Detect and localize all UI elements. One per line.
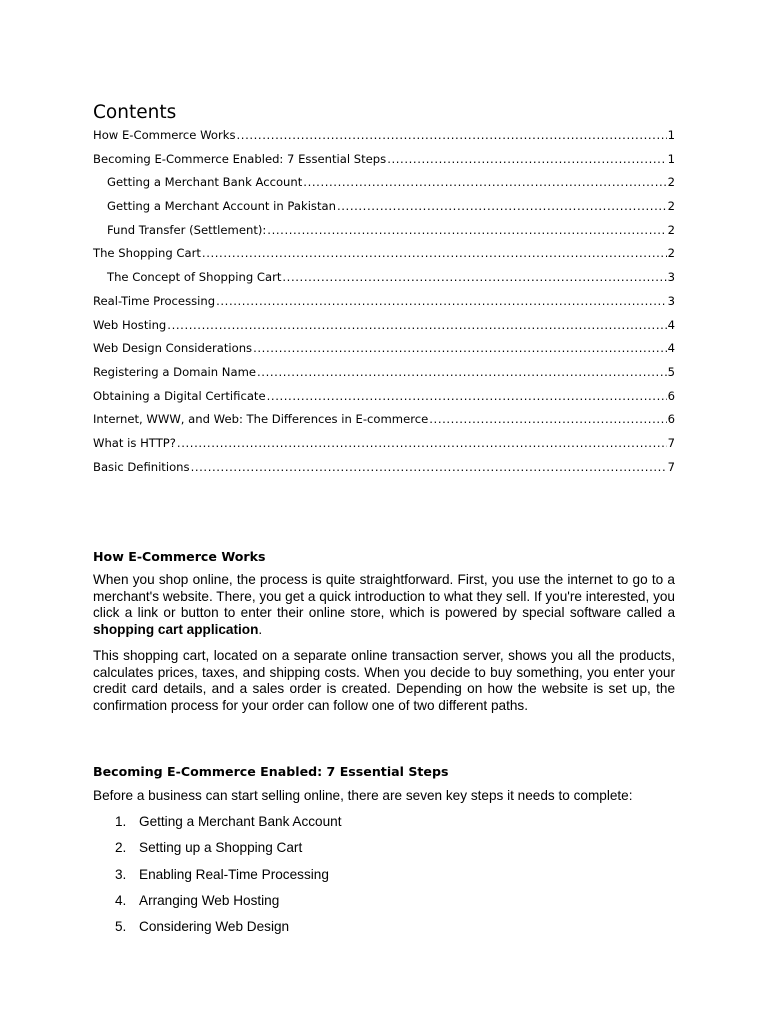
toc-entry-page: 7 bbox=[667, 459, 675, 474]
section-heading-essential-steps: Becoming E-Commerce Enabled: 7 Essential Steps bbox=[93, 764, 449, 779]
toc-entry-page: 4 bbox=[667, 317, 675, 332]
toc-entry-merchant-account-pakistan[interactable] bbox=[93, 198, 675, 222]
toc-dot-leader bbox=[191, 459, 667, 475]
toc-dot-leader bbox=[202, 245, 667, 261]
table-of-contents bbox=[93, 127, 675, 482]
toc-entry-title: Internet, WWW, and Web: The Differences in E-commerce bbox=[93, 412, 429, 427]
list-item-text: Considering Web Design bbox=[139, 919, 290, 935]
toc-dot-leader bbox=[267, 222, 666, 238]
toc-dot-leader bbox=[303, 174, 666, 190]
list-item-number: 2. bbox=[115, 840, 127, 856]
toc-entry-page: 2 bbox=[667, 175, 675, 190]
toc-heading: Contents bbox=[93, 102, 177, 123]
list-item-number: 5. bbox=[115, 919, 127, 935]
toc-dot-leader bbox=[429, 411, 666, 427]
toc-dot-leader bbox=[237, 127, 667, 143]
toc-entry-digital-certificate[interactable] bbox=[93, 388, 675, 412]
toc-entry-page: 6 bbox=[667, 388, 675, 403]
toc-entry-page: 7 bbox=[667, 435, 675, 450]
list-item-text: Setting up a Shopping Cart bbox=[139, 840, 303, 856]
toc-entry-page: 2 bbox=[667, 222, 675, 237]
list-item-number: 3. bbox=[115, 866, 127, 882]
toc-entry-title: What is HTTP? bbox=[93, 435, 176, 450]
toc-entry-title: Getting a Merchant Bank Account bbox=[107, 175, 303, 190]
bold-term-shopping-cart-application: shopping cart application bbox=[93, 622, 259, 638]
list-item-text: Getting a Merchant Bank Account bbox=[139, 814, 342, 829]
toc-dot-leader bbox=[167, 317, 666, 333]
toc-entry-becoming-ecommerce-enabled[interactable] bbox=[93, 151, 675, 175]
list-item bbox=[93, 891, 493, 917]
list-item-text: Enabling Real-Time Processing bbox=[139, 866, 329, 882]
list-item bbox=[93, 917, 493, 943]
toc-entry-fund-transfer[interactable] bbox=[93, 222, 675, 246]
toc-entry-title: Web Design Considerations bbox=[93, 341, 253, 356]
paragraph-text: When you shop online, the process is quite straightforward. First, you use the internet to go to a merchant's website. There, you get a quick introduction to what they sell. If you're interested, you click a link or button to enter their online store, which is powered by special software called a bbox=[93, 572, 675, 621]
toc-dot-leader bbox=[177, 435, 667, 451]
paragraph-shopping-process bbox=[93, 572, 675, 639]
toc-entry-web-design[interactable] bbox=[93, 340, 675, 364]
toc-entry-page: 5 bbox=[667, 364, 675, 379]
toc-entry-title: Real-Time Processing bbox=[93, 293, 216, 308]
toc-entry-page: 6 bbox=[667, 412, 675, 427]
toc-dot-leader bbox=[267, 388, 667, 404]
list-item bbox=[93, 812, 493, 838]
toc-entry-title: Web Hosting bbox=[93, 317, 167, 332]
toc-entry-internet-www-web[interactable] bbox=[93, 411, 675, 435]
list-item-number: 4. bbox=[115, 892, 127, 908]
toc-entry-page: 4 bbox=[667, 341, 675, 356]
toc-entry-title: The Concept of Shopping Cart bbox=[107, 270, 282, 285]
toc-entry-merchant-bank-account[interactable] bbox=[93, 174, 675, 198]
toc-dot-leader bbox=[387, 151, 666, 167]
paragraph-steps-intro: Before a business can start selling online, there are seven key steps it needs to complete: bbox=[93, 788, 633, 803]
toc-entry-page: 2 bbox=[667, 199, 675, 214]
toc-dot-leader bbox=[257, 364, 667, 380]
toc-entry-page: 1 bbox=[667, 151, 675, 166]
toc-dot-leader bbox=[337, 198, 667, 214]
toc-dot-leader bbox=[282, 269, 666, 285]
essential-steps-list bbox=[93, 812, 493, 943]
toc-entry-real-time-processing[interactable] bbox=[93, 293, 675, 317]
toc-entry-title: Fund Transfer (Settlement): bbox=[107, 222, 267, 237]
toc-entry-what-is-http[interactable] bbox=[93, 435, 675, 459]
toc-entry-page: 2 bbox=[667, 246, 675, 261]
toc-entry-basic-definitions[interactable] bbox=[93, 459, 675, 483]
toc-entry-title: Becoming E-Commerce Enabled: 7 Essential Steps bbox=[93, 151, 387, 166]
list-item-number: 1. bbox=[115, 814, 127, 829]
toc-entry-page: 3 bbox=[667, 270, 675, 285]
list-item bbox=[93, 838, 493, 864]
toc-dot-leader bbox=[216, 293, 667, 309]
toc-dot-leader bbox=[253, 340, 667, 356]
toc-entry-page: 3 bbox=[667, 293, 675, 308]
toc-entry-shopping-cart[interactable] bbox=[93, 245, 675, 269]
list-item-text: Arranging Web Hosting bbox=[139, 892, 280, 908]
toc-entry-domain-name[interactable] bbox=[93, 364, 675, 388]
toc-entry-title: Registering a Domain Name bbox=[93, 364, 257, 379]
paragraph-end: . bbox=[258, 622, 263, 638]
list-item bbox=[93, 865, 493, 891]
toc-entry-how-ecommerce-works[interactable] bbox=[93, 127, 675, 151]
toc-entry-title: Basic Definitions bbox=[93, 459, 190, 474]
toc-entry-title: The Shopping Cart bbox=[93, 246, 201, 261]
toc-entry-title: How E-Commerce Works bbox=[93, 128, 236, 142]
toc-entry-web-hosting[interactable] bbox=[93, 317, 675, 341]
toc-entry-title: Getting a Merchant Account in Pakistan bbox=[107, 199, 336, 214]
paragraph-shopping-cart-server: This shopping cart, located on a separate online transaction server, shows you all the products, calculates prices, taxes, and shipping costs. When you decide to buy something, you enter your credit card details, and a sales order is created. Depending on how the website is set up, the confirmation process for your order can follow one of two different paths. bbox=[93, 648, 675, 714]
toc-entry-title: Obtaining a Digital Certificate bbox=[93, 388, 266, 403]
toc-entry-page: 1 bbox=[667, 128, 675, 142]
section-heading-how-ecommerce-works: How E-Commerce Works bbox=[93, 549, 266, 564]
toc-entry-concept-shopping-cart[interactable] bbox=[93, 269, 675, 293]
